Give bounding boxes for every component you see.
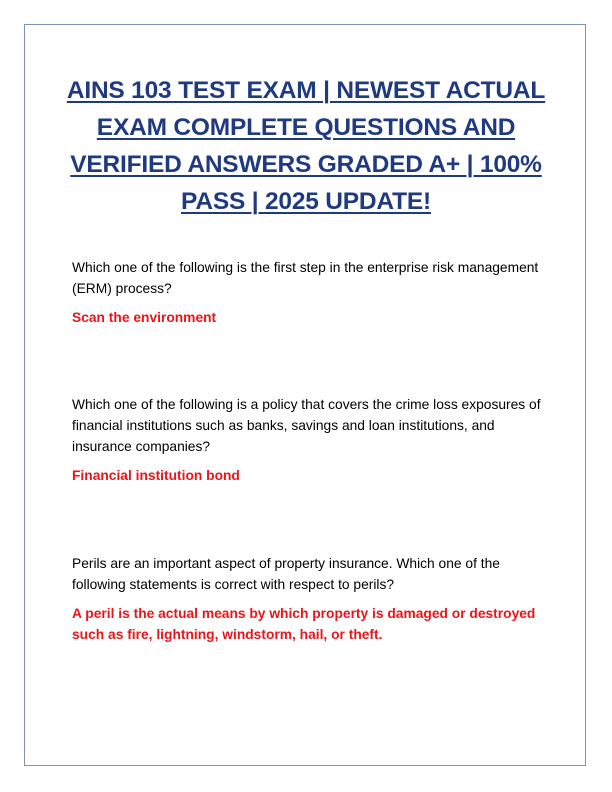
answer-1: Scan the environment bbox=[72, 310, 217, 325]
document-title-text: AINS 103 TEST EXAM | NEWEST ACTUAL EXAM COMPLETE QUESTIONS AND VERIFIED ANSWERS GRADED A+ | 100% PASS | 2025 UPDATE! bbox=[66, 77, 546, 215]
question-2: Which one of the following is a policy that covers the crime loss exposures of financial institutions such as banks, savings and loan institutions, and insurance companies? bbox=[72, 397, 541, 454]
answer-2: Financial institution bond bbox=[72, 468, 240, 483]
question-3: Perils are an important aspect of property insurance. Which one of the following statements is correct with respect to perils? bbox=[72, 556, 500, 592]
question-1: Which one of the following is the first step in the enterprise risk management (ERM) process? bbox=[72, 260, 539, 296]
answer-3: A peril is the actual means by which property is damaged or destroyed such as fire, lightning, windstorm, hail, or theft. bbox=[72, 606, 536, 642]
qa-item-2 bbox=[72, 394, 550, 486]
document-title bbox=[60, 72, 552, 220]
qa-item-1 bbox=[72, 257, 550, 328]
qa-item-3 bbox=[72, 553, 550, 645]
